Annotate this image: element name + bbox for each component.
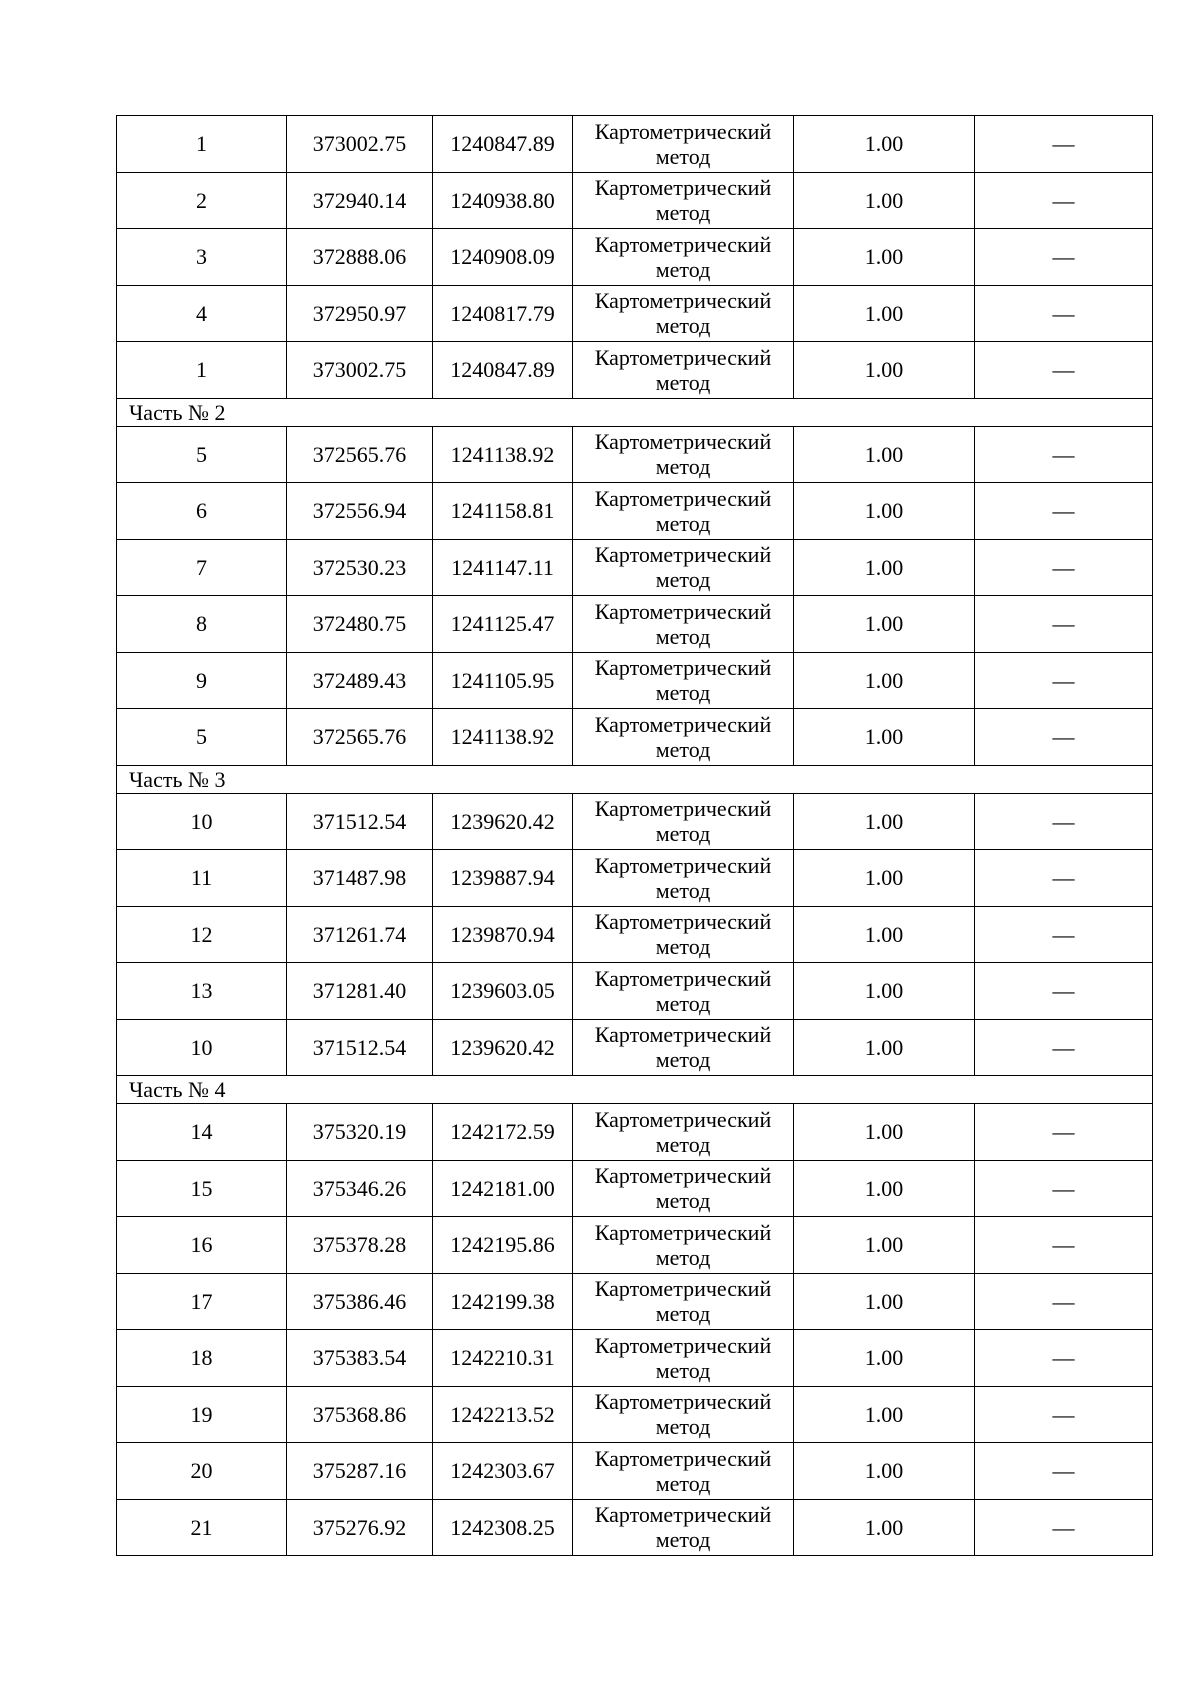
accuracy-cell: 1.00	[794, 963, 975, 1020]
description-cell: —	[975, 652, 1153, 709]
y-coordinate-cell: 1242181.00	[433, 1160, 573, 1217]
x-coordinate-cell: 373002.75	[287, 116, 433, 173]
y-coordinate-cell: 1239603.05	[433, 963, 573, 1020]
method-line-1: Картометрический	[594, 1163, 772, 1189]
description-cell: —	[975, 596, 1153, 653]
table-row	[117, 1273, 1153, 1330]
document-page	[116, 115, 1152, 1556]
part-header-row	[117, 398, 1153, 426]
description-cell: —	[975, 1499, 1153, 1556]
point-number-cell: 7	[117, 539, 287, 596]
method-line-2: метод	[655, 1047, 711, 1073]
point-number-cell: 16	[117, 1217, 287, 1274]
method-cell	[573, 172, 794, 229]
description-cell: —	[975, 1386, 1153, 1443]
table-row	[117, 596, 1153, 653]
y-coordinate-cell: 1241138.92	[433, 709, 573, 766]
table-row	[117, 426, 1153, 483]
table-row	[117, 172, 1153, 229]
y-coordinate-cell: 1240938.80	[433, 172, 573, 229]
method-line-2: метод	[655, 1357, 711, 1383]
method-cell	[573, 596, 794, 653]
x-coordinate-cell: 375346.26	[287, 1160, 433, 1217]
method-line-2: метод	[655, 821, 711, 847]
x-coordinate-cell: 375383.54	[287, 1330, 433, 1387]
method-line-2: метод	[655, 200, 711, 226]
method-cell	[573, 229, 794, 286]
accuracy-cell: 1.00	[794, 116, 975, 173]
point-number-cell: 2	[117, 172, 287, 229]
method-cell	[573, 1443, 794, 1500]
method-cell	[573, 116, 794, 173]
point-number-cell: 10	[117, 1019, 287, 1076]
method-cell	[573, 906, 794, 963]
description-cell: —	[975, 850, 1153, 907]
accuracy-cell: 1.00	[794, 1273, 975, 1330]
table-row	[117, 1019, 1153, 1076]
method-line-2: метод	[655, 1470, 711, 1496]
accuracy-cell: 1.00	[794, 709, 975, 766]
x-coordinate-cell: 373002.75	[287, 342, 433, 399]
method-line-1: Картометрический	[594, 655, 772, 681]
accuracy-cell: 1.00	[794, 426, 975, 483]
y-coordinate-cell: 1240817.79	[433, 285, 573, 342]
method-line-1: Картометрический	[594, 175, 772, 201]
x-coordinate-cell: 372530.23	[287, 539, 433, 596]
point-number-cell: 13	[117, 963, 287, 1020]
coordinates-table-body	[117, 116, 1153, 1556]
description-cell: —	[975, 906, 1153, 963]
description-cell: —	[975, 793, 1153, 850]
method-cell	[573, 1217, 794, 1274]
description-cell: —	[975, 229, 1153, 286]
method-line-1: Картометрический	[594, 288, 772, 314]
method-line-1: Картометрический	[594, 429, 772, 455]
description-cell: —	[975, 1330, 1153, 1387]
method-line-2: метод	[655, 1414, 711, 1440]
point-number-cell: 1	[117, 342, 287, 399]
accuracy-cell: 1.00	[794, 483, 975, 540]
y-coordinate-cell: 1242199.38	[433, 1273, 573, 1330]
method-line-2: метод	[655, 1301, 711, 1327]
method-cell	[573, 483, 794, 540]
accuracy-cell: 1.00	[794, 906, 975, 963]
y-coordinate-cell: 1242172.59	[433, 1104, 573, 1161]
description-cell: —	[975, 709, 1153, 766]
point-number-cell: 3	[117, 229, 287, 286]
point-number-cell: 6	[117, 483, 287, 540]
description-cell: —	[975, 1019, 1153, 1076]
description-cell: —	[975, 285, 1153, 342]
method-line-2: метод	[655, 990, 711, 1016]
table-row	[117, 793, 1153, 850]
method-line-1: Картометрический	[594, 909, 772, 935]
y-coordinate-cell: 1241125.47	[433, 596, 573, 653]
part-header-row	[117, 1076, 1153, 1104]
table-row	[117, 906, 1153, 963]
method-line-2: метод	[655, 877, 711, 903]
table-row	[117, 1104, 1153, 1161]
method-line-2: метод	[655, 256, 711, 282]
x-coordinate-cell: 372565.76	[287, 709, 433, 766]
y-coordinate-cell: 1240847.89	[433, 116, 573, 173]
x-coordinate-cell: 375378.28	[287, 1217, 433, 1274]
method-line-1: Картометрический	[594, 796, 772, 822]
part-title: Часть № 2	[117, 398, 1153, 426]
accuracy-cell: 1.00	[794, 850, 975, 907]
method-line-1: Картометрический	[594, 118, 772, 144]
point-number-cell: 4	[117, 285, 287, 342]
description-cell: —	[975, 1443, 1153, 1500]
method-line-1: Картометрический	[594, 965, 772, 991]
method-cell	[573, 793, 794, 850]
x-coordinate-cell: 371261.74	[287, 906, 433, 963]
part-title: Часть № 3	[117, 765, 1153, 793]
method-line-1: Картометрический	[594, 1332, 772, 1358]
point-number-cell: 17	[117, 1273, 287, 1330]
method-cell	[573, 426, 794, 483]
method-line-1: Картометрический	[594, 542, 772, 568]
x-coordinate-cell: 371512.54	[287, 793, 433, 850]
table-row	[117, 1217, 1153, 1274]
method-cell	[573, 342, 794, 399]
table-row	[117, 116, 1153, 173]
table-row	[117, 963, 1153, 1020]
point-number-cell: 10	[117, 793, 287, 850]
accuracy-cell: 1.00	[794, 1386, 975, 1443]
method-line-1: Картометрический	[594, 1502, 772, 1528]
accuracy-cell: 1.00	[794, 229, 975, 286]
method-line-2: метод	[655, 1188, 711, 1214]
description-cell: —	[975, 963, 1153, 1020]
accuracy-cell: 1.00	[794, 1160, 975, 1217]
table-row	[117, 285, 1153, 342]
accuracy-cell: 1.00	[794, 285, 975, 342]
method-cell	[573, 709, 794, 766]
table-row	[117, 539, 1153, 596]
part-header-row	[117, 765, 1153, 793]
method-cell	[573, 850, 794, 907]
method-line-1: Картометрический	[594, 1276, 772, 1302]
description-cell: —	[975, 342, 1153, 399]
table-row	[117, 1499, 1153, 1556]
method-line-2: метод	[655, 1244, 711, 1270]
table-row	[117, 342, 1153, 399]
x-coordinate-cell: 371281.40	[287, 963, 433, 1020]
description-cell: —	[975, 172, 1153, 229]
method-line-2: метод	[655, 567, 711, 593]
point-number-cell: 5	[117, 426, 287, 483]
accuracy-cell: 1.00	[794, 1019, 975, 1076]
part-title: Часть № 4	[117, 1076, 1153, 1104]
point-number-cell: 12	[117, 906, 287, 963]
table-row	[117, 229, 1153, 286]
method-line-2: метод	[655, 143, 711, 169]
point-number-cell: 21	[117, 1499, 287, 1556]
method-cell	[573, 285, 794, 342]
y-coordinate-cell: 1239620.42	[433, 793, 573, 850]
method-line-2: метод	[655, 369, 711, 395]
x-coordinate-cell: 375320.19	[287, 1104, 433, 1161]
x-coordinate-cell: 375287.16	[287, 1443, 433, 1500]
description-cell: —	[975, 539, 1153, 596]
x-coordinate-cell: 372950.97	[287, 285, 433, 342]
accuracy-cell: 1.00	[794, 1330, 975, 1387]
table-row	[117, 709, 1153, 766]
point-number-cell: 5	[117, 709, 287, 766]
accuracy-cell: 1.00	[794, 596, 975, 653]
x-coordinate-cell: 372565.76	[287, 426, 433, 483]
accuracy-cell: 1.00	[794, 793, 975, 850]
x-coordinate-cell: 372556.94	[287, 483, 433, 540]
method-line-2: метод	[655, 313, 711, 339]
y-coordinate-cell: 1242195.86	[433, 1217, 573, 1274]
table-row	[117, 1386, 1153, 1443]
accuracy-cell: 1.00	[794, 172, 975, 229]
method-cell	[573, 652, 794, 709]
method-cell	[573, 1104, 794, 1161]
accuracy-cell: 1.00	[794, 1104, 975, 1161]
point-number-cell: 11	[117, 850, 287, 907]
method-line-1: Картометрический	[594, 1445, 772, 1471]
description-cell: —	[975, 1273, 1153, 1330]
method-line-2: метод	[655, 623, 711, 649]
y-coordinate-cell: 1242303.67	[433, 1443, 573, 1500]
x-coordinate-cell: 372480.75	[287, 596, 433, 653]
y-coordinate-cell: 1242308.25	[433, 1499, 573, 1556]
x-coordinate-cell: 375386.46	[287, 1273, 433, 1330]
y-coordinate-cell: 1241147.11	[433, 539, 573, 596]
description-cell: —	[975, 116, 1153, 173]
table-row	[117, 652, 1153, 709]
description-cell: —	[975, 426, 1153, 483]
x-coordinate-cell: 372489.43	[287, 652, 433, 709]
accuracy-cell: 1.00	[794, 1443, 975, 1500]
y-coordinate-cell: 1240847.89	[433, 342, 573, 399]
method-line-2: метод	[655, 510, 711, 536]
method-cell	[573, 1386, 794, 1443]
point-number-cell: 14	[117, 1104, 287, 1161]
method-line-1: Картометрический	[594, 1389, 772, 1415]
y-coordinate-cell: 1242213.52	[433, 1386, 573, 1443]
method-cell	[573, 1273, 794, 1330]
method-cell	[573, 963, 794, 1020]
y-coordinate-cell: 1239870.94	[433, 906, 573, 963]
point-number-cell: 9	[117, 652, 287, 709]
method-line-1: Картометрический	[594, 1022, 772, 1048]
y-coordinate-cell: 1241158.81	[433, 483, 573, 540]
method-line-2: метод	[655, 1527, 711, 1553]
method-line-1: Картометрический	[594, 1106, 772, 1132]
method-cell	[573, 1499, 794, 1556]
point-number-cell: 1	[117, 116, 287, 173]
x-coordinate-cell: 372888.06	[287, 229, 433, 286]
point-number-cell: 8	[117, 596, 287, 653]
table-row	[117, 1160, 1153, 1217]
table-row	[117, 850, 1153, 907]
description-cell: —	[975, 483, 1153, 540]
method-line-2: метод	[655, 934, 711, 960]
y-coordinate-cell: 1242210.31	[433, 1330, 573, 1387]
description-cell: —	[975, 1104, 1153, 1161]
method-cell	[573, 1160, 794, 1217]
method-line-1: Картометрический	[594, 711, 772, 737]
method-line-2: метод	[655, 680, 711, 706]
y-coordinate-cell: 1239887.94	[433, 850, 573, 907]
coordinates-table	[116, 115, 1153, 1556]
accuracy-cell: 1.00	[794, 1499, 975, 1556]
x-coordinate-cell: 371487.98	[287, 850, 433, 907]
method-line-2: метод	[655, 1131, 711, 1157]
accuracy-cell: 1.00	[794, 1217, 975, 1274]
method-line-1: Картометрический	[594, 1219, 772, 1245]
y-coordinate-cell: 1241105.95	[433, 652, 573, 709]
method-line-1: Картометрический	[594, 485, 772, 511]
method-line-1: Картометрический	[594, 344, 772, 370]
method-cell	[573, 1019, 794, 1076]
x-coordinate-cell: 371512.54	[287, 1019, 433, 1076]
point-number-cell: 18	[117, 1330, 287, 1387]
method-line-2: метод	[655, 454, 711, 480]
method-line-2: метод	[655, 736, 711, 762]
description-cell: —	[975, 1160, 1153, 1217]
method-line-1: Картометрический	[594, 852, 772, 878]
method-cell	[573, 1330, 794, 1387]
point-number-cell: 19	[117, 1386, 287, 1443]
point-number-cell: 20	[117, 1443, 287, 1500]
accuracy-cell: 1.00	[794, 652, 975, 709]
description-cell: —	[975, 1217, 1153, 1274]
y-coordinate-cell: 1240908.09	[433, 229, 573, 286]
x-coordinate-cell: 375368.86	[287, 1386, 433, 1443]
method-line-1: Картометрический	[594, 598, 772, 624]
x-coordinate-cell: 372940.14	[287, 172, 433, 229]
x-coordinate-cell: 375276.92	[287, 1499, 433, 1556]
accuracy-cell: 1.00	[794, 539, 975, 596]
point-number-cell: 15	[117, 1160, 287, 1217]
table-row	[117, 1330, 1153, 1387]
y-coordinate-cell: 1239620.42	[433, 1019, 573, 1076]
method-line-1: Картометрический	[594, 231, 772, 257]
table-row	[117, 1443, 1153, 1500]
method-cell	[573, 539, 794, 596]
accuracy-cell: 1.00	[794, 342, 975, 399]
table-row	[117, 483, 1153, 540]
y-coordinate-cell: 1241138.92	[433, 426, 573, 483]
